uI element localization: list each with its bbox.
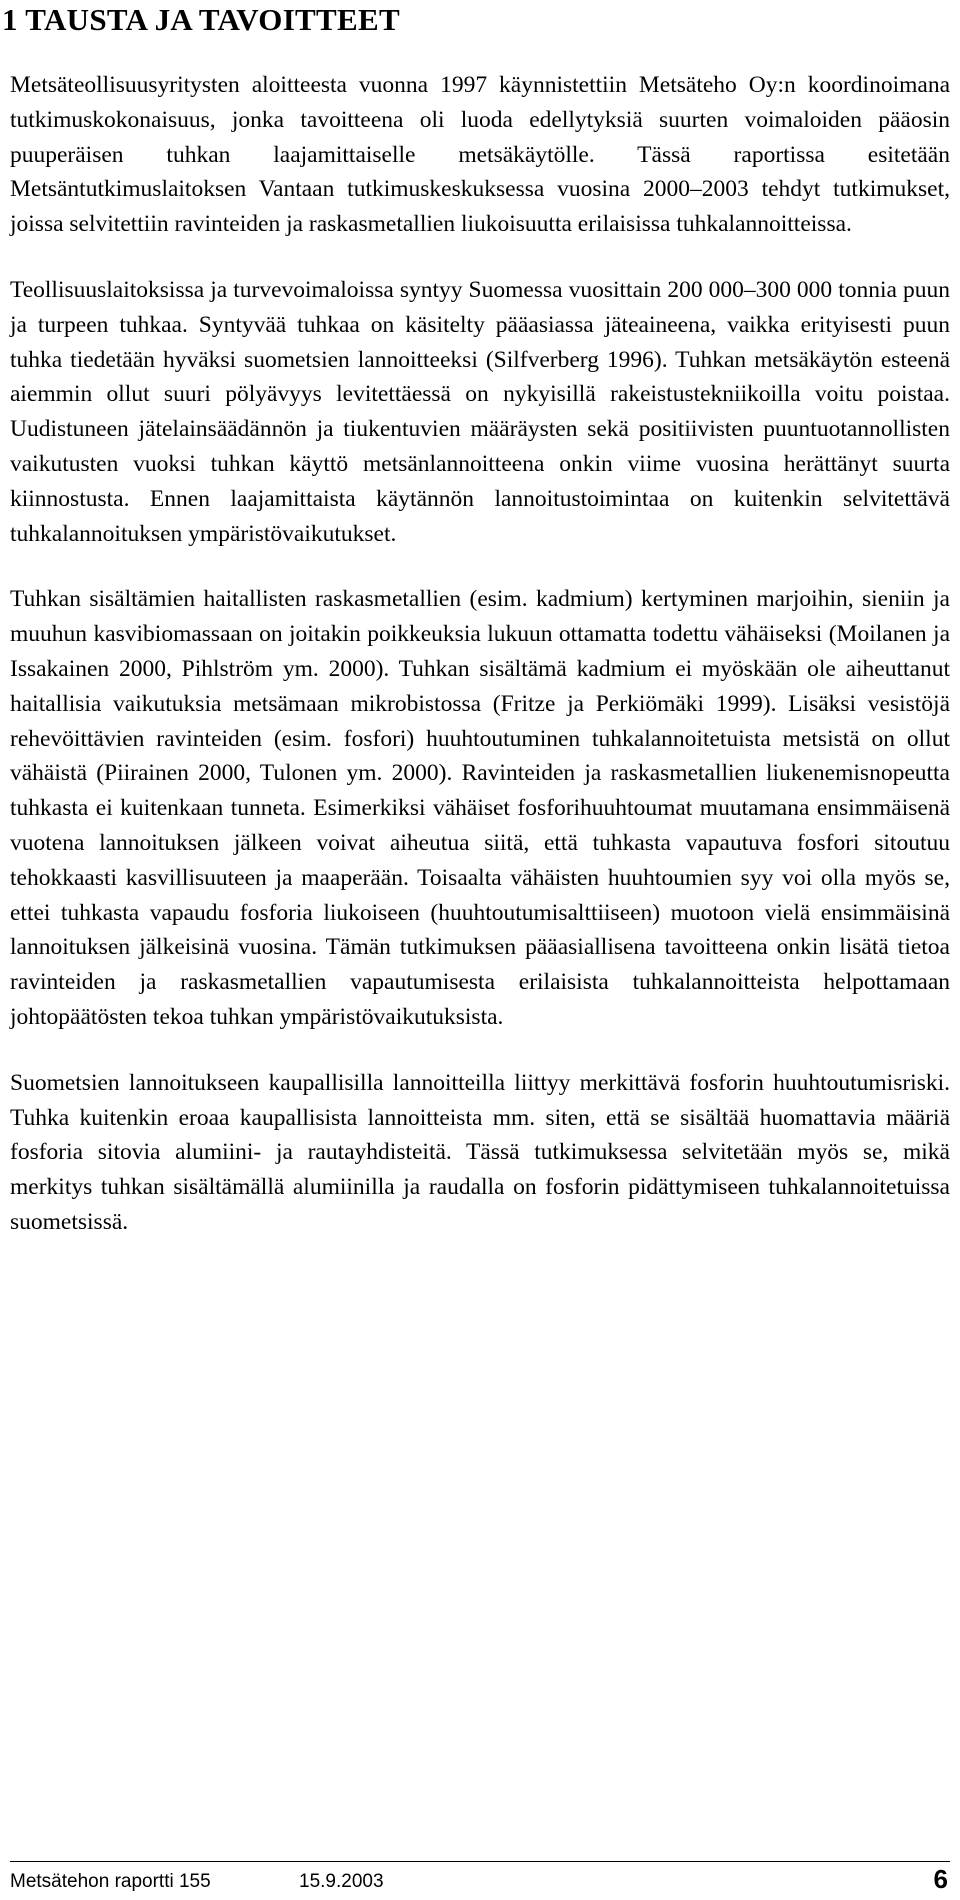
paragraph-phosphorus-binding: Suometsien lannoitukseen kaupallisilla lannoitteilla liittyy merkittävä fosforin huuhtoutumisriski. Tuhka kuitenkin eroaa kaupallisista lannoitteista mm. siten, että se sisältää huomattavia määriä fosforia sitovia alumiini- ja rautayhdisteitä. Tässä tutkimuksessa selvitetään myös se, mikä merkitys tuhkan sisältämällä alumiinilla ja raudalla on fosforin pidättymiseen tuhkalannoitetuissa suometsissä. [10,1069,950,1235]
footer-divider [10,1861,950,1862]
paragraph-heavy-metals: Tuhkan sisältämien haitallisten raskasmetallien (esim. kadmium) kertyminen marjoihin, sieniin ja muuhun kasvibiomassaan on joitakin poikkeuksia lukuun ottamatta todettu vähäiseksi (Moilanen ja Issakainen 2000, Pihlström ym. 2000). Tuhkan sisältämä kadmium ei myöskään ole aiheuttanut haitallisia vaikutuksia metsämaan mikrobistossa (Fritze ja Perkiömäki 1999). Lisäksi vesistöjä rehevöittävien ravinteiden (esim. fosfori) huuhtoutuminen tuhkalannoitetuista metsistä on ollut vähäistä (Piirainen 2000, Tulonen ym. 2000). Ravinteiden ja raskasmetallien liukenemisnopeutta tuhkasta ei kuitenkaan tunneta. Esimerkiksi vähäiset fosforihuuhtoumat muutamana ensimmäisenä vuotena lannoituksen jälkeen voivat aiheutua siitä, että tuhkasta vapautuva fosfori sitoutuu tehokkaasti kasvillisuuteen ja maaperään. Toisaalta vähäisten huuhtoumien syy voi olla myös se, ettei tuhkasta vapaudu fosforia liukoiseen (huuhtoutumisalttiiseen) muotoon vielä ensimmäisinä lannoituksen jälkeisinä vuosina. Tämän tutkimuksen pääasiallisena tavoitteena onkin lisätä tietoa ravinteiden ja raskasmetallien vapautumisesta erilaisista tuhkalannoitteista helpottamaan johtopäätösten tekoa tuhkan ympäristövaikutuksista. [10,586,950,1030]
page-footer [10,1864,950,1898]
body-text [10,68,950,1271]
footer-report-name: Metsätehon raportti 155 [10,1871,211,1892]
paragraph-ash-production: Teollisuuslaitoksissa ja turvevoimaloissa syntyy Suomessa vuosittain 200 000–300 000 tonnia puun ja turpeen tuhkaa. Syntyvää tuhkaa on käsitelty pääasiassa jäteaineena, vaikka erityisesti puun tuhka tiedetään hyväksi suometsien lannoitteeksi (Silfverberg 1996). Tuhkan metsäkäytön esteenä aiemmin ollut suuri pölyävyys levitettäessä on nykyisillä rakeistustekniikoilla voitu poistaa. Uudistuneen jätelainsäädännön ja tiukentuvien määräysten sekä positiivisten puuntuotannollisten vaikutusten vuoksi tuhkan käyttö metsänlannoitteena onkin viime vuosina herättänyt suurta kiinnostusta. Ennen laajamittaista käytännön lannoitustoimintaa on kuitenkin selvitettävä tuhkalannoituksen ympäristövaikutukset. [10,276,950,547]
page-number: 6 [933,1864,948,1894]
section-heading: 1 TAUSTA JA TAVOITTEET [2,2,400,37]
paragraph-background: Metsäteollisuusyritysten aloitteesta vuonna 1997 käynnistettiin Metsäteho Oy:n koordinoimana tutkimuskokonaisuus, jonka tavoitteena oli luoda edellytyksiä suurten voimaloiden pääosin puuperäisen tuhkan laajamittaiselle metsäkäytölle. Tässä raportissa esitetään Metsäntutkimuslaitoksen Vantaan tutkimuskeskuksessa vuosina 2000–2003 tehdyt tutkimukset, joissa selvitettiin ravinteiden ja raskasmetallien liukoisuutta erilaisissa tuhkalannoitteissa. [10,72,950,238]
footer-date: 15.9.2003 [299,1871,384,1892]
